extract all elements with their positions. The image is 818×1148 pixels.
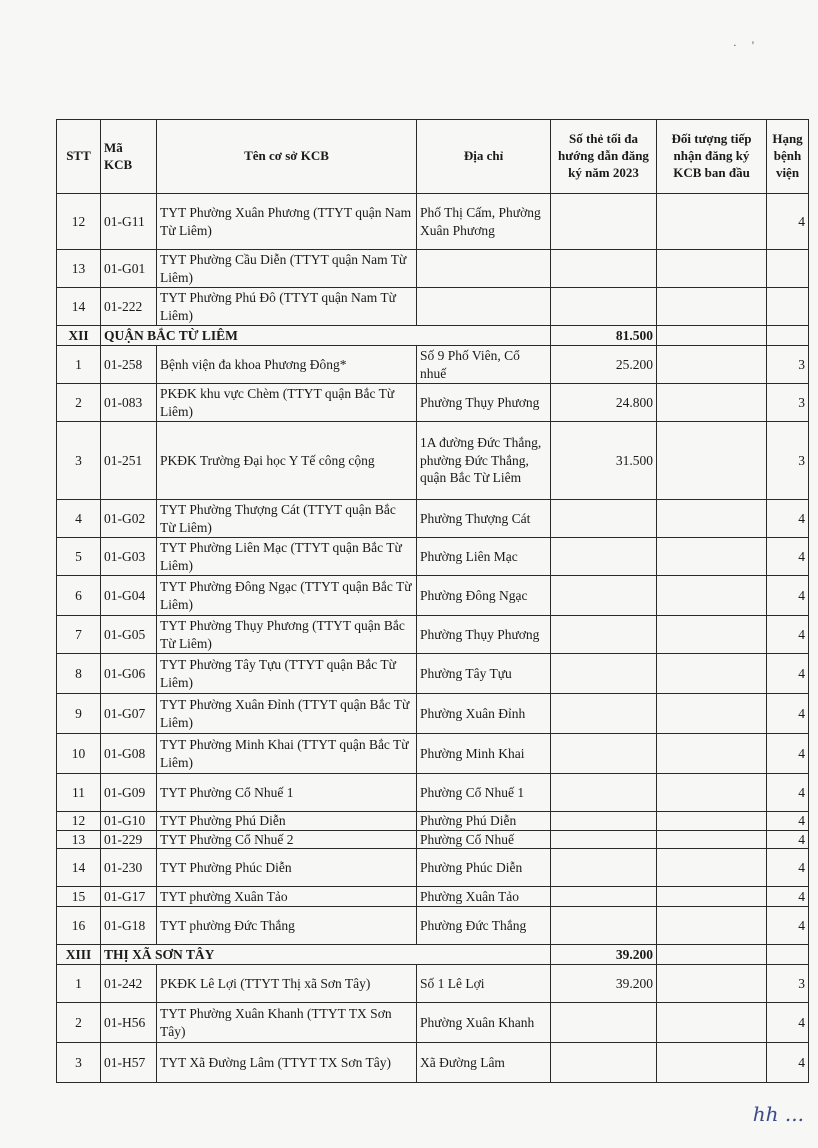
row-name: TYT Phường Xuân Phương (TTYT quận Nam Từ Liêm) xyxy=(157,194,417,250)
row-code: 01-H57 xyxy=(101,1043,157,1083)
row-name: TYT Phường Phú Diễn xyxy=(157,812,417,831)
row-name: TYT Phường Cổ Nhuế 2 xyxy=(157,830,417,849)
row-stt: 3 xyxy=(57,1043,101,1083)
row-target xyxy=(657,250,767,288)
row-rank: 4 xyxy=(767,194,809,250)
row-rank: 4 xyxy=(767,1003,809,1043)
row-rank: 3 xyxy=(767,384,809,422)
row-address xyxy=(417,288,551,326)
row-rank: 4 xyxy=(767,500,809,538)
table-row xyxy=(57,734,809,774)
row-target xyxy=(657,1003,767,1043)
row-code: 01-258 xyxy=(101,346,157,384)
row-target xyxy=(657,1043,767,1083)
table-row xyxy=(57,346,809,384)
row-stt: 1 xyxy=(57,346,101,384)
row-address: Phường Thượng Cát xyxy=(417,500,551,538)
row-code: 01-G04 xyxy=(101,576,157,616)
row-code: 01-G10 xyxy=(101,812,157,831)
row-rank: 4 xyxy=(767,849,809,887)
row-name: PKĐK khu vực Chèm (TTYT quận Bắc Từ Liêm) xyxy=(157,384,417,422)
row-address: Phường Liên Mạc xyxy=(417,538,551,576)
row-rank: 4 xyxy=(767,576,809,616)
row-address: Phường Phúc Diễn xyxy=(417,849,551,887)
row-rank: 4 xyxy=(767,734,809,774)
row-name: TYT phường Xuân Tảo xyxy=(157,887,417,907)
table-row xyxy=(57,849,809,887)
row-stt: 2 xyxy=(57,384,101,422)
row-max-cards: 81.500 xyxy=(551,326,657,346)
row-name: TYT Phường Xuân Đỉnh (TTYT quận Bắc Từ Liêm) xyxy=(157,694,417,734)
page-corner-mark: · ' xyxy=(732,38,760,52)
row-rank xyxy=(767,288,809,326)
table-row xyxy=(57,538,809,576)
row-code: 01-G08 xyxy=(101,734,157,774)
row-target xyxy=(657,500,767,538)
row-max-cards xyxy=(551,288,657,326)
row-stt: 13 xyxy=(57,830,101,849)
row-code: 01-G17 xyxy=(101,887,157,907)
row-stt: 10 xyxy=(57,734,101,774)
row-name: TYT Phường Cổ Nhuế 1 xyxy=(157,774,417,812)
row-max-cards: 24.800 xyxy=(551,384,657,422)
row-address: Phường Thụy Phương xyxy=(417,616,551,654)
row-address: Phường Minh Khai xyxy=(417,734,551,774)
row-max-cards xyxy=(551,250,657,288)
row-rank: 3 xyxy=(767,422,809,500)
row-code: 01-251 xyxy=(101,422,157,500)
row-name: TYT Phường Cầu Diễn (TTYT quận Nam Từ Liêm) xyxy=(157,250,417,288)
row-rank: 4 xyxy=(767,538,809,576)
row-max-cards: 31.500 xyxy=(551,422,657,500)
row-max-cards xyxy=(551,500,657,538)
table-row xyxy=(57,422,809,500)
table-row xyxy=(57,1043,809,1083)
header-stt: STT xyxy=(57,120,101,194)
table-row xyxy=(57,288,809,326)
row-stt: 5 xyxy=(57,538,101,576)
row-code: 01-G03 xyxy=(101,538,157,576)
row-rank: 4 xyxy=(767,907,809,945)
row-max-cards xyxy=(551,734,657,774)
row-target xyxy=(657,422,767,500)
row-max-cards xyxy=(551,830,657,849)
row-max-cards xyxy=(551,849,657,887)
table-group-row xyxy=(57,945,809,965)
row-max-cards xyxy=(551,538,657,576)
row-target xyxy=(657,887,767,907)
table-row xyxy=(57,250,809,288)
table-header-row xyxy=(57,120,809,194)
row-max-cards xyxy=(551,1043,657,1083)
row-target xyxy=(657,654,767,694)
row-target xyxy=(657,849,767,887)
row-target xyxy=(657,830,767,849)
row-max-cards xyxy=(551,812,657,831)
row-max-cards: 25.200 xyxy=(551,346,657,384)
row-address: Số 1 Lê Lợi xyxy=(417,965,551,1003)
row-target xyxy=(657,576,767,616)
row-name: TYT Phường Xuân Khanh (TTYT TX Sơn Tây) xyxy=(157,1003,417,1043)
row-code: 01-G18 xyxy=(101,907,157,945)
row-target xyxy=(657,384,767,422)
table-row xyxy=(57,384,809,422)
row-rank: 3 xyxy=(767,965,809,1003)
row-stt: 12 xyxy=(57,812,101,831)
row-name: PKĐK Trường Đại học Y Tế công cộng xyxy=(157,422,417,500)
table-row xyxy=(57,500,809,538)
row-max-cards xyxy=(551,654,657,694)
row-max-cards: 39.200 xyxy=(551,965,657,1003)
row-name: TYT Phường Tây Tựu (TTYT quận Bắc Từ Liêm) xyxy=(157,654,417,694)
row-name: Bệnh viện đa khoa Phương Đông* xyxy=(157,346,417,384)
table-row xyxy=(57,194,809,250)
row-address: Phố Thị Cấm, Phường Xuân Phương xyxy=(417,194,551,250)
row-rank: 4 xyxy=(767,654,809,694)
row-target xyxy=(657,945,767,965)
table-group-row xyxy=(57,326,809,346)
row-max-cards xyxy=(551,694,657,734)
row-code: 01-G11 xyxy=(101,194,157,250)
row-name: TYT Phường Thượng Cát (TTYT quận Bắc Từ Liêm) xyxy=(157,500,417,538)
row-address: Phường Cổ Nhuế xyxy=(417,830,551,849)
row-target xyxy=(657,288,767,326)
row-name: TYT Phường Phú Đô (TTYT quận Nam Từ Liêm) xyxy=(157,288,417,326)
row-stt: XII xyxy=(57,326,101,346)
row-rank xyxy=(767,326,809,346)
row-target xyxy=(657,812,767,831)
row-rank xyxy=(767,250,809,288)
row-rank xyxy=(767,945,809,965)
row-name: TYT Phường Thụy Phương (TTYT quận Bắc Từ Liêm) xyxy=(157,616,417,654)
row-address: Phường Xuân Tảo xyxy=(417,887,551,907)
row-target xyxy=(657,907,767,945)
row-rank: 4 xyxy=(767,830,809,849)
row-max-cards xyxy=(551,576,657,616)
row-stt: 14 xyxy=(57,849,101,887)
header-code: Mã KCB xyxy=(101,120,157,194)
row-stt: 1 xyxy=(57,965,101,1003)
row-code: 01-G02 xyxy=(101,500,157,538)
row-name: TYT Phường Phúc Diễn xyxy=(157,849,417,887)
row-target xyxy=(657,346,767,384)
table-row xyxy=(57,576,809,616)
kcb-registry-table xyxy=(56,119,809,1083)
row-address: Phường Xuân Đỉnh xyxy=(417,694,551,734)
row-code: 01-G01 xyxy=(101,250,157,288)
row-rank: 4 xyxy=(767,1043,809,1083)
table-row xyxy=(57,694,809,734)
row-rank: 4 xyxy=(767,812,809,831)
row-target xyxy=(657,734,767,774)
handwritten-initials: hh ... xyxy=(752,1102,804,1126)
row-address: Phường Phú Diễn xyxy=(417,812,551,831)
row-stt: 8 xyxy=(57,654,101,694)
row-rank: 4 xyxy=(767,774,809,812)
row-stt: 4 xyxy=(57,500,101,538)
row-max-cards xyxy=(551,774,657,812)
row-rank: 3 xyxy=(767,346,809,384)
row-target xyxy=(657,616,767,654)
table-row xyxy=(57,812,809,831)
row-stt: 16 xyxy=(57,907,101,945)
row-address: Phường Thụy Phương xyxy=(417,384,551,422)
row-code: 01-G06 xyxy=(101,654,157,694)
row-max-cards xyxy=(551,907,657,945)
row-max-cards xyxy=(551,1003,657,1043)
table-row xyxy=(57,887,809,907)
row-name: TYT Phường Minh Khai (TTYT quận Bắc Từ Liêm) xyxy=(157,734,417,774)
row-code: 01-H56 xyxy=(101,1003,157,1043)
group-name: THỊ XÃ SƠN TÂY xyxy=(101,945,551,965)
row-address: Phường Cổ Nhuế 1 xyxy=(417,774,551,812)
row-code: 01-083 xyxy=(101,384,157,422)
row-stt: 9 xyxy=(57,694,101,734)
row-stt: 15 xyxy=(57,887,101,907)
row-address: Xã Đường Lâm xyxy=(417,1043,551,1083)
row-max-cards: 39.200 xyxy=(551,945,657,965)
row-stt: 6 xyxy=(57,576,101,616)
table-body xyxy=(57,194,809,1083)
table-row xyxy=(57,830,809,849)
row-address: Số 9 Phố Viên, Cổ nhuế xyxy=(417,346,551,384)
header-name: Tên cơ sở KCB xyxy=(157,120,417,194)
row-stt: 11 xyxy=(57,774,101,812)
row-code: 01-G09 xyxy=(101,774,157,812)
row-name: PKĐK Lê Lợi (TTYT Thị xã Sơn Tây) xyxy=(157,965,417,1003)
row-address: Phường Xuân Khanh xyxy=(417,1003,551,1043)
row-stt: 14 xyxy=(57,288,101,326)
row-target xyxy=(657,965,767,1003)
row-target xyxy=(657,538,767,576)
row-name: TYT Xã Đường Lâm (TTYT TX Sơn Tây) xyxy=(157,1043,417,1083)
row-target xyxy=(657,326,767,346)
row-stt: 12 xyxy=(57,194,101,250)
row-stt: 3 xyxy=(57,422,101,500)
row-stt: 2 xyxy=(57,1003,101,1043)
row-stt: XIII xyxy=(57,945,101,965)
row-rank: 4 xyxy=(767,616,809,654)
row-target xyxy=(657,694,767,734)
table-row xyxy=(57,654,809,694)
row-address: Phường Đức Thắng xyxy=(417,907,551,945)
row-code: 01-G07 xyxy=(101,694,157,734)
row-stt: 13 xyxy=(57,250,101,288)
group-name: QUẬN BẮC TỪ LIÊM xyxy=(101,326,551,346)
row-rank: 4 xyxy=(767,694,809,734)
row-code: 01-G05 xyxy=(101,616,157,654)
header-max-cards: Số thẻ tối đa hướng dẫn đăng ký năm 2023 xyxy=(551,120,657,194)
row-code: 01-242 xyxy=(101,965,157,1003)
table-row xyxy=(57,1003,809,1043)
header-address: Địa chỉ xyxy=(417,120,551,194)
row-address: Phường Tây Tựu xyxy=(417,654,551,694)
row-code: 01-222 xyxy=(101,288,157,326)
row-name: TYT Phường Liên Mạc (TTYT quận Bắc Từ Liêm) xyxy=(157,538,417,576)
row-max-cards xyxy=(551,616,657,654)
row-max-cards xyxy=(551,194,657,250)
table-row xyxy=(57,907,809,945)
header-rank: Hạng bệnh viện xyxy=(767,120,809,194)
table-row xyxy=(57,965,809,1003)
row-max-cards xyxy=(551,887,657,907)
table-row xyxy=(57,616,809,654)
row-name: TYT phường Đức Thắng xyxy=(157,907,417,945)
row-address xyxy=(417,250,551,288)
row-code: 01-230 xyxy=(101,849,157,887)
row-stt: 7 xyxy=(57,616,101,654)
row-address: 1A đường Đức Thắng, phường Đức Thắng, quận Bắc Từ Liêm xyxy=(417,422,551,500)
table-row xyxy=(57,774,809,812)
row-target xyxy=(657,774,767,812)
row-target xyxy=(657,194,767,250)
row-address: Phường Đông Ngạc xyxy=(417,576,551,616)
row-name: TYT Phường Đông Ngạc (TTYT quận Bắc Từ Liêm) xyxy=(157,576,417,616)
row-rank: 4 xyxy=(767,887,809,907)
header-target: Đối tượng tiếp nhận đăng ký KCB ban đầu xyxy=(657,120,767,194)
row-code: 01-229 xyxy=(101,830,157,849)
